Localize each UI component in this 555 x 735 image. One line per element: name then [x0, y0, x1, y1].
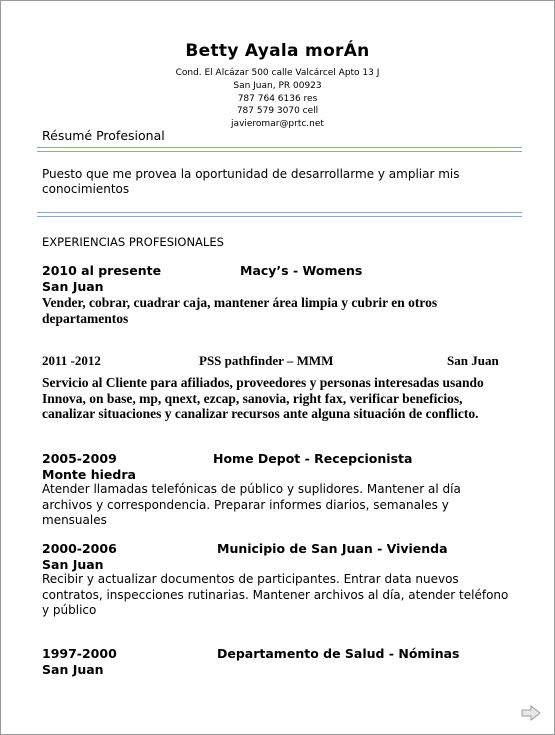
job-location: San Juan [42, 662, 104, 677]
job-years: 2000-2006 [42, 541, 117, 556]
job-location: San Juan [42, 279, 104, 294]
job-years: 2010 al presente [42, 263, 162, 278]
job-employer: PSS pathfinder – MMM [199, 353, 334, 368]
candidate-name: Betty Ayala morÁn [185, 41, 370, 61]
job-description: Vender, cobrar, cuadrar caja, mantener área limpia y cubrir en otros departamentos [42, 295, 438, 326]
job-location: San Juan [42, 557, 104, 572]
objective-text: Puesto que me provea la oportunidad de desarrollarme y ampliar mis conocimientos [42, 167, 460, 196]
address-line: Cond. El Alcázar 500 calle Valcárcel Apto 13 J [175, 68, 380, 78]
experience-heading: EXPERIENCIAS PROFESIONALES [42, 235, 224, 249]
city-line: San Juan, PR 00923 [233, 80, 322, 91]
job-location: Monte hiedra [42, 467, 136, 482]
cell-phone: 787 579 3070 cell [236, 106, 319, 117]
job-location: San Juan [447, 353, 499, 368]
job-years: 1997-2000 [42, 646, 117, 661]
email: javieromar@prtc.net [231, 119, 324, 130]
resume-heading: Résumé Profesional [42, 128, 165, 143]
contact-block [1, 67, 554, 131]
job-employer: Departamento de Salud - Nóminas [217, 646, 460, 661]
job-years: 2011 -2012 [42, 353, 101, 368]
job-employer: Macy’s - Womens [240, 263, 363, 278]
divider [37, 147, 522, 152]
divider [37, 212, 522, 217]
job-years: 2005-2009 [42, 451, 117, 466]
job-employer: Home Depot - Recepcionista [213, 451, 413, 466]
arrow-right-icon[interactable] [520, 704, 542, 722]
job-description: Servicio al Cliente para afiliados, proveedores y personas interesadas usando Innova, on base, mp, qnext, ezcap, sanovia, right fax, verificar beneficios, canalizar situaciones y canalizar recursos ante alguna situación de conflicto. [42, 375, 484, 421]
job-description: Recibir y actualizar documentos de participantes. Entrar data nuevos contratos, inspecciones rutinarias. Mantener archivos al día, atender teléfono y público [42, 572, 509, 617]
job-employer: Municipio de San Juan - Vivienda [217, 541, 448, 556]
home-phone: 787 764 6136 res [237, 93, 318, 104]
job-description: Atender llamadas telefónicas de público y suplidores. Mantener al día archivos y correspondencia. Preparar informes diarios, semanales y mensuales [42, 482, 461, 527]
